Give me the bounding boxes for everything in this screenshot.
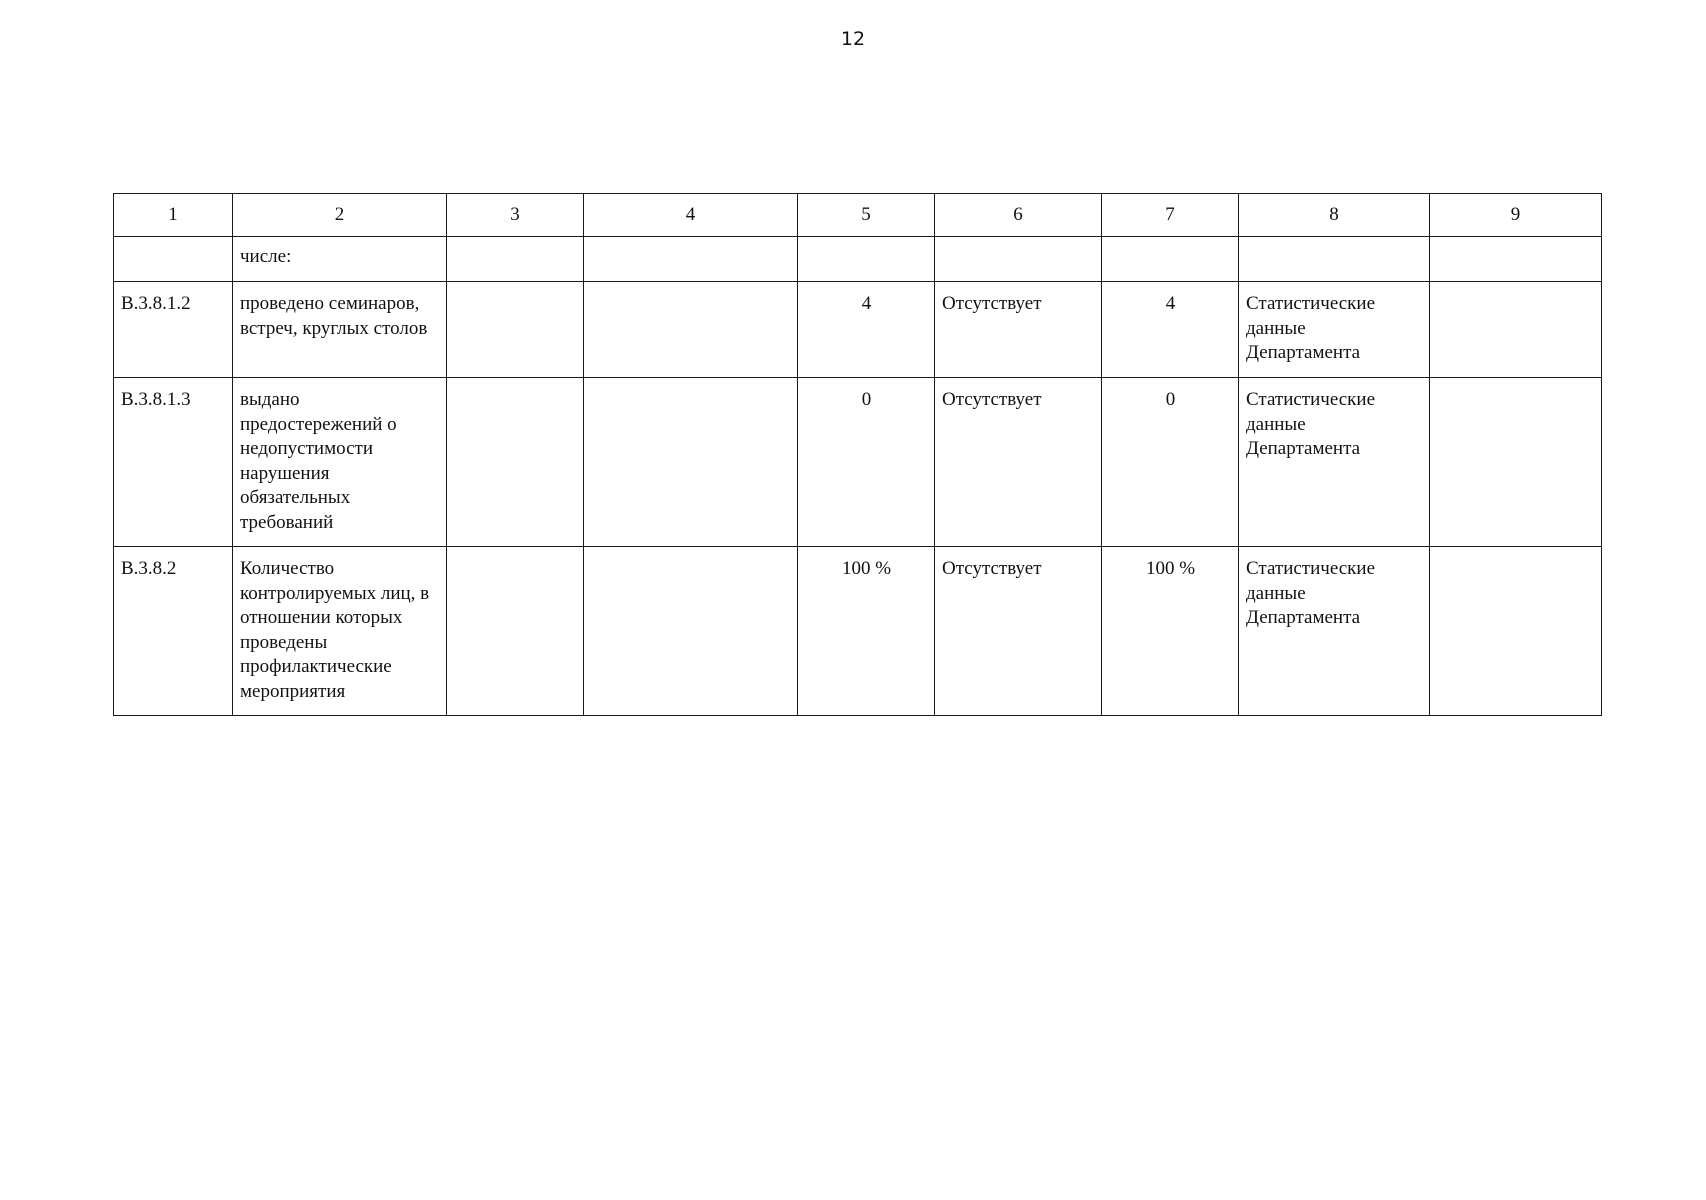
cell-col4 <box>584 378 798 547</box>
cell-col8: Статистические данные Департамента <box>1239 378 1430 547</box>
column-number-6: 6 <box>935 194 1102 237</box>
column-number-9: 9 <box>1430 194 1602 237</box>
table-row <box>114 547 1602 716</box>
column-number-8: 8 <box>1239 194 1430 237</box>
cell-col4 <box>584 547 798 716</box>
table-row <box>114 282 1602 378</box>
cell-code: В.3.8.1.2 <box>114 282 233 378</box>
cell-col9 <box>1430 282 1602 378</box>
column-number-1: 1 <box>114 194 233 237</box>
cell-col3 <box>447 237 584 282</box>
cell-col8: Статистические данные Департамента <box>1239 282 1430 378</box>
column-number-3: 3 <box>447 194 584 237</box>
cell-col5: 4 <box>798 282 935 378</box>
cell-col3 <box>447 547 584 716</box>
cell-col6 <box>935 237 1102 282</box>
column-number-2: 2 <box>233 194 447 237</box>
cell-name: проведено семинаров, встреч, круглых столов <box>233 282 447 378</box>
cell-name: Количество контролируемых лиц, в отношении которых проведены профилактические мероприятия <box>233 547 447 716</box>
cell-col9 <box>1430 547 1602 716</box>
page-number: 12 <box>840 28 866 50</box>
cell-col6: Отсутствует <box>935 282 1102 378</box>
column-number-7: 7 <box>1102 194 1239 237</box>
cell-col4 <box>584 237 798 282</box>
cell-col6: Отсутствует <box>935 378 1102 547</box>
table-header-row <box>114 194 1602 237</box>
cell-col5: 0 <box>798 378 935 547</box>
cell-code: В.3.8.1.3 <box>114 378 233 547</box>
cell-col4 <box>584 282 798 378</box>
cell-col8: Статистические данные Департамента <box>1239 547 1430 716</box>
cell-col6: Отсутствует <box>935 547 1102 716</box>
cell-code <box>114 237 233 282</box>
indicator-table <box>113 193 1602 716</box>
cell-col7: 4 <box>1102 282 1239 378</box>
cell-col5: 100 % <box>798 547 935 716</box>
table-row <box>114 378 1602 547</box>
cell-name: выдано предостережений о недопустимости нарушения обязательных требований <box>233 378 447 547</box>
table-row <box>114 237 1602 282</box>
cell-col7: 0 <box>1102 378 1239 547</box>
cell-col7 <box>1102 237 1239 282</box>
cell-col9 <box>1430 378 1602 547</box>
cell-col9 <box>1430 237 1602 282</box>
cell-code: В.3.8.2 <box>114 547 233 716</box>
cell-col7: 100 % <box>1102 547 1239 716</box>
column-number-5: 5 <box>798 194 935 237</box>
column-number-4: 4 <box>584 194 798 237</box>
cell-name: числе: <box>233 237 447 282</box>
cell-col3 <box>447 282 584 378</box>
cell-col8 <box>1239 237 1430 282</box>
cell-col3 <box>447 378 584 547</box>
cell-col5 <box>798 237 935 282</box>
